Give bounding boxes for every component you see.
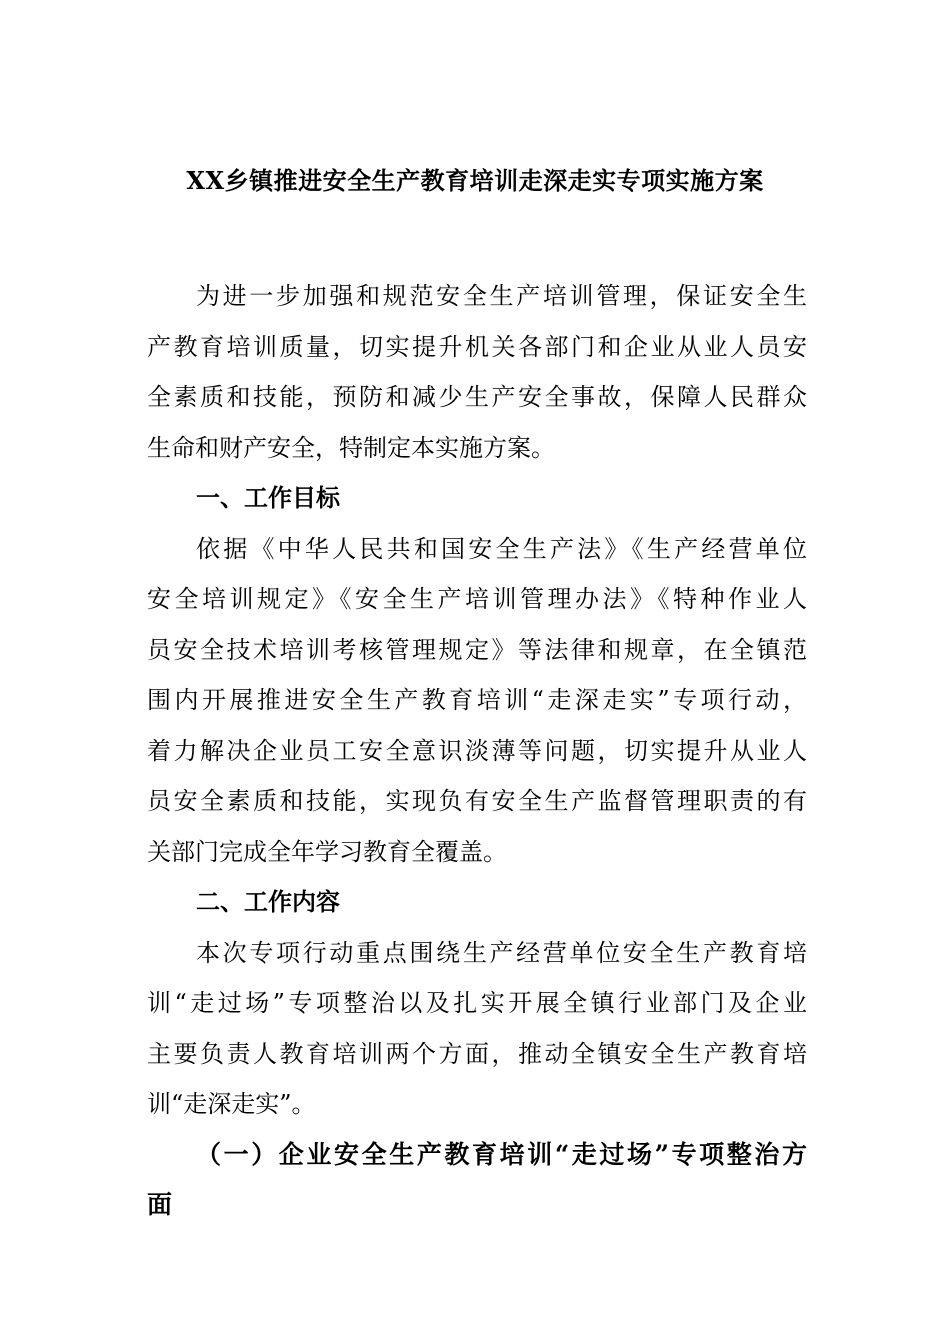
paragraph-line: 训“走深走实”。 [147,1090,316,1118]
document-title: XX乡镇推进安全生产教育培训走深走实专项实施方案 [186,166,764,195]
paragraph-line: 本次专项行动重点围绕生产经营单位安全生产教育培 [196,938,807,967]
document-body [147,271,807,1231]
paragraph-line: 为进一步加强和规范安全生产培训管理，保证安全生 [196,282,807,310]
paragraph-line: 训“走过场”专项整治以及扎实开展全镇行业部门及企业 [147,989,807,1017]
paragraph-line: 产教育培训质量，切实提升机关各部门和企业从业人员安 [147,332,807,361]
paragraph-line: 着力解决企业员工安全意识淡薄等问题，切实提升从业人 [147,736,807,765]
subsection-heading-line: （一）企业安全生产教育培训“走过场”专项整治方 [196,1139,807,1169]
subsection-heading-line: 面 [147,1190,173,1219]
work-content-paragraph [147,928,807,1130]
paragraph-line: 员安全技术培训考核管理规定》等法律和规章，在全镇范 [147,635,807,664]
work-goals-paragraph [147,524,807,878]
paragraph-line: 依据《中华人民共和国安全生产法》《生产经营单位 [196,534,807,563]
paragraph-line: 安全培训规定》《安全生产培训管理办法》《特种作业人 [147,585,807,613]
section-heading-work-content: 二、工作内容 [196,887,340,916]
paragraph-line: 员安全素质和技能，实现负有安全生产监督管理职责的有 [147,787,807,815]
subsection-heading [147,1130,807,1231]
intro-paragraph [147,271,807,473]
paragraph-line: 生命和财产安全，特制定本实施方案。 [147,433,555,462]
section-heading-work-goals: 一、工作目标 [196,483,340,512]
paragraph-line: 全素质和技能，预防和减少生产安全事故，保障人民群众 [147,383,807,411]
paragraph-line: 围内开展推进安全生产教育培训“走深走实”专项行动， [147,686,807,714]
paragraph-line: 主要负责人教育培训两个方面，推动全镇安全生产教育培 [147,1039,807,1068]
paragraph-line: 关部门完成全年学习教育全覆盖。 [147,837,507,866]
